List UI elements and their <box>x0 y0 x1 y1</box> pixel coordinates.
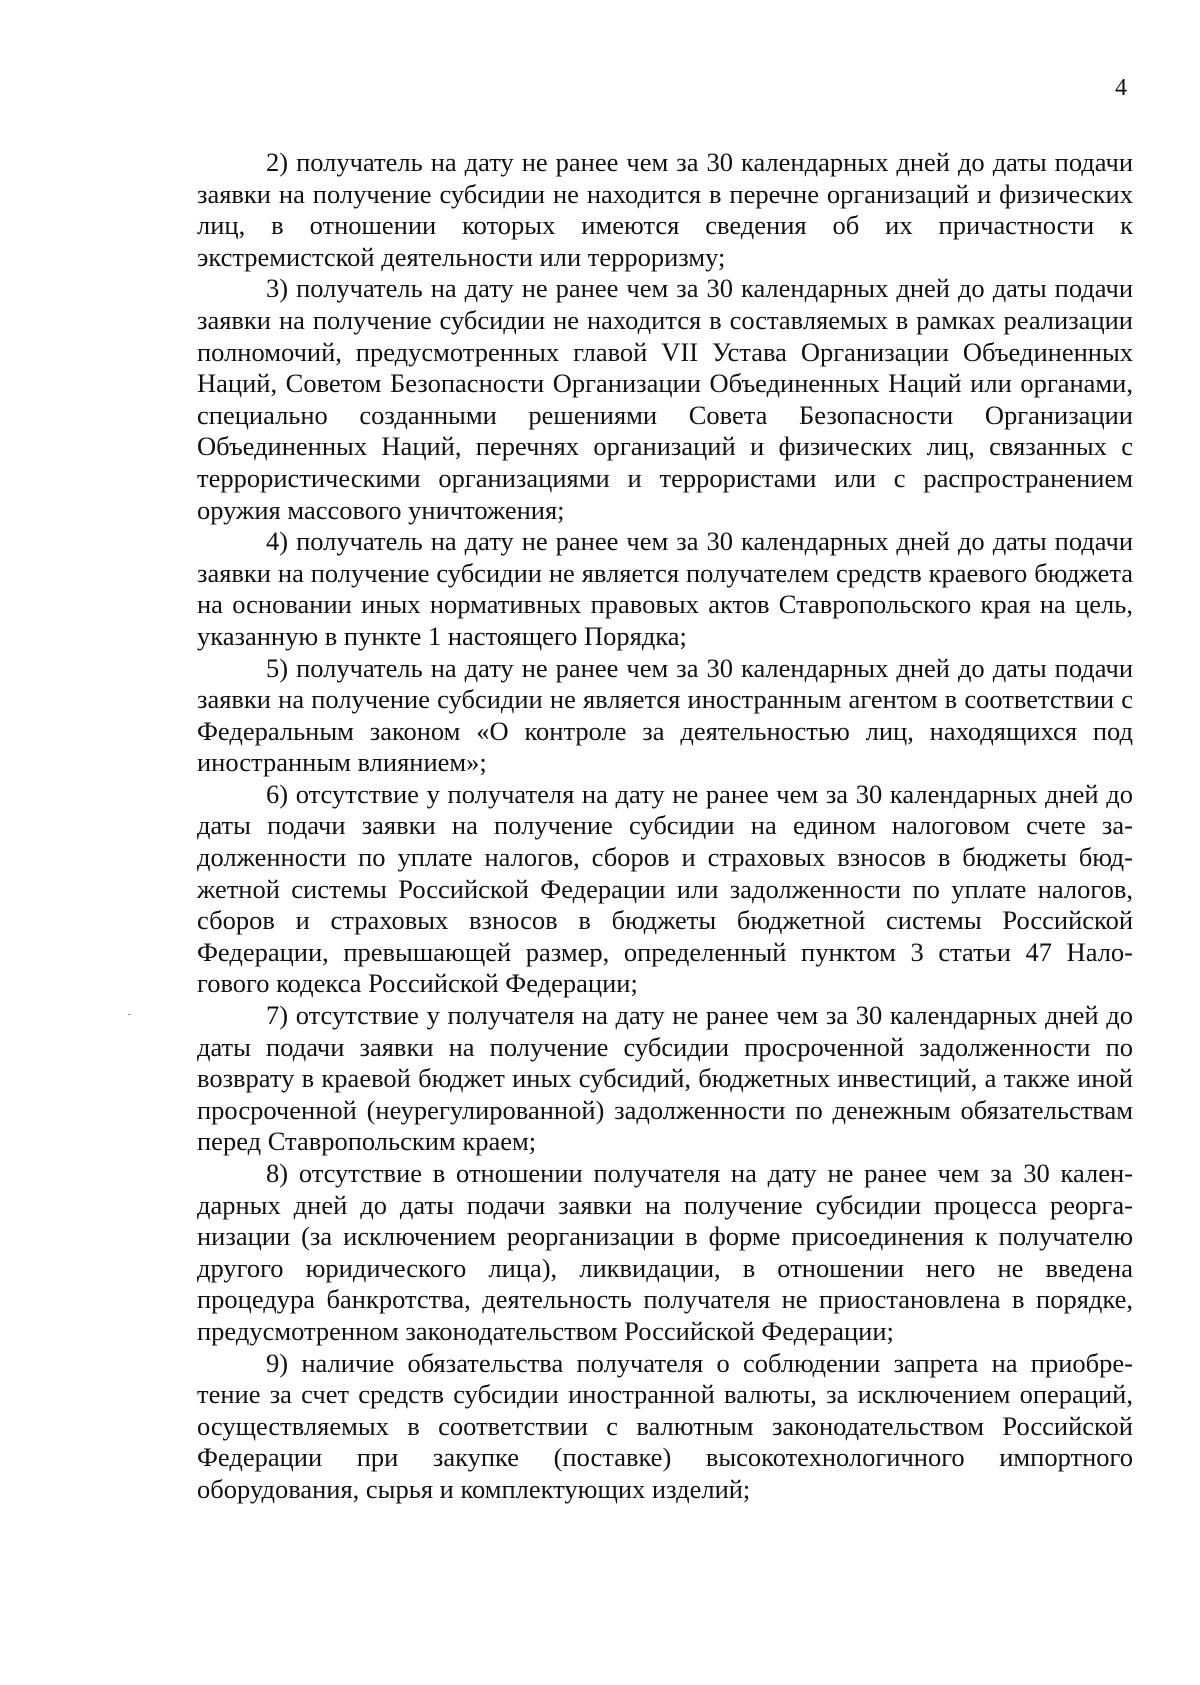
paragraph-item-6: 6) отсутствие у получателя на дату не ранее чем за 30 календарных дней до даты подачи заявки на получение субсидии на едином налоговом счете задолженности по уплате налогов, сборов и страховых взносов в бюджеты бюджетной системы Российской Федерации или задолженности по уплате налогов, сборов и страховых взносов в бюджеты бюджетной системы Российской Федерации, превышающей размер, определенный пунктом 3 статьи 47 Налогового кодекса Российской Федерации; <box>197 778 1133 999</box>
paragraph-item-9: 9) наличие обязательства получателя о соблюдении запрета на приобретение за счет средств субсидии иностранной валюты, за исключением операций, осуществляемых в соответствии с валютным законодательством Российской Федерации при закупке (поставке) высокотехнологичного импортного оборудования, сырья и комплектующих изделий; <box>197 1347 1133 1504</box>
scan-speck <box>128 1014 131 1015</box>
paragraph-item-8: 8) отсутствие в отношении получателя на дату не ранее чем за 30 календарных дней до даты подачи заявки на получение субсидии процесса реорганизации (за исключением реорганизации в форме присоединения к получателю другого юридического лица), ликвидации, в отношении него не введена процедура банкротства, деятельность получателя не приостановлена в порядке, предусмотренном законодательством Российской Федерации; <box>197 1158 1133 1346</box>
paragraph-item-4: 4) получатель на дату не ранее чем за 30 календарных дней до даты подачи заявки на получение субсидии не является получателем средств краевого бюджета на основании иных нормативных правовых актов Ставропольского края на цель, указанную в пункте 1 настоящего Порядка; <box>197 526 1133 651</box>
document-body <box>197 147 1133 1506</box>
paragraph-item-7: 7) отсутствие у получателя на дату не ранее чем за 30 календарных дней до даты подачи заявки на получение субсидии просроченной задолженности по возврату в краевой бюджет иных субсидий, бюджетных инвестиций, а также иной просроченной (неурегулированной) задолженности по денежным обязательствам перед Ставропольским краем; <box>197 1000 1133 1157</box>
page-number: 4 <box>1115 75 1127 101</box>
paragraph-item-3: 3) получатель на дату не ранее чем за 30 календарных дней до даты подачи заявки на получение субсидии не находится в составляемых в рамках реализации полномочий, предусмотренных главой VII Устава Организации Объединенных Наций, Советом Безопасности Организации Объединенных Наций или органами, специально созданными решениями Совета Безопасности Организации Объединенных Наций, перечнях организаций и физических лиц, связанных с террористическими организациями и террористами или с распространением оружия массового уничтожения; <box>197 273 1133 525</box>
paragraph-item-5: 5) получатель на дату не ранее чем за 30 календарных дней до даты подачи заявки на получение субсидии не является иностранным агентом в соответствии с Федеральным законом «О контроле за деятельностью лиц, находящихся под иностранным влиянием»; <box>197 652 1133 778</box>
paragraph-item-2: 2) получатель на дату не ранее чем за 30 календарных дней до даты подачи заявки на получение субсидии не находится в перечне организаций и физических лиц, в отношении которых имеются сведения об их причастности к экстремистской деятельности или терроризму; <box>197 147 1133 272</box>
